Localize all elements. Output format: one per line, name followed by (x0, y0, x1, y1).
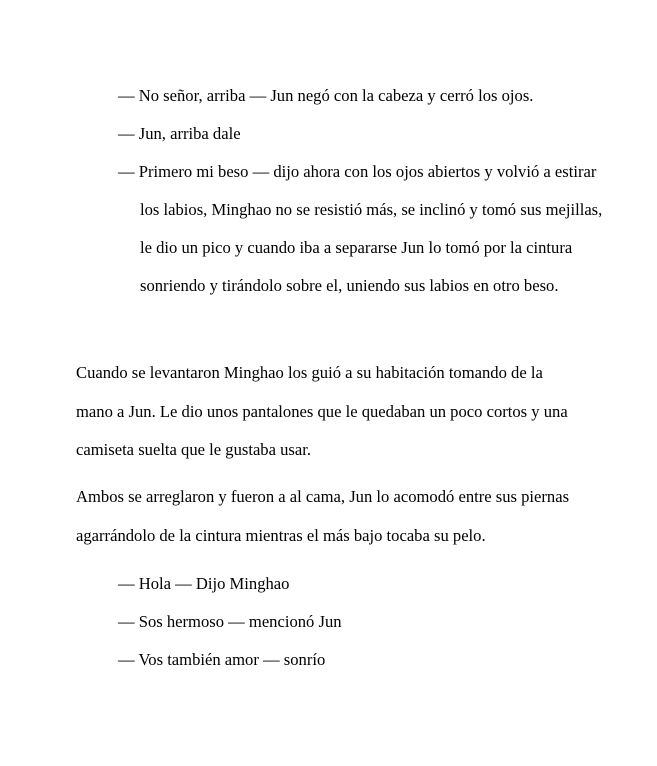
dialogue-line: — No señor, arriba — Jun negó con la cabeza y cerró los ojos. (118, 86, 534, 105)
paragraph: Cuando se levantaron Minghao los guió a su habitación tomando de la mano a Jun. Le dio unos pantalones que le quedaban un poco cortos y una camiseta suelta que le gustaba usar. (76, 363, 568, 459)
dialogue-line: — Jun, arriba dale (118, 124, 241, 143)
dialogue-line: — Hola — Dijo Minghao (118, 574, 290, 593)
dialogue-line: — Sos hermoso — mencionó Jun (118, 612, 342, 631)
dialogue-line: — Primero mi beso — dijo ahora con los ojos abiertos y volvió a estirar los labios, Minghao no se resistió más, se inclinó y tomó sus mejillas, le dio un pico y cuando iba a separarse Jun lo tomó por la cintura sonriendo y tirándolo sobre el, uniendo sus labios en otro beso. (118, 162, 603, 295)
dialogue-line: — Vos también amor — sonrío (118, 650, 326, 669)
paragraph: Ambos se arreglaron y fueron a al cama, Jun lo acomodó entre sus piernas agarrándolo de la cintura mientras el más bajo tocaba su pelo. (76, 487, 570, 545)
